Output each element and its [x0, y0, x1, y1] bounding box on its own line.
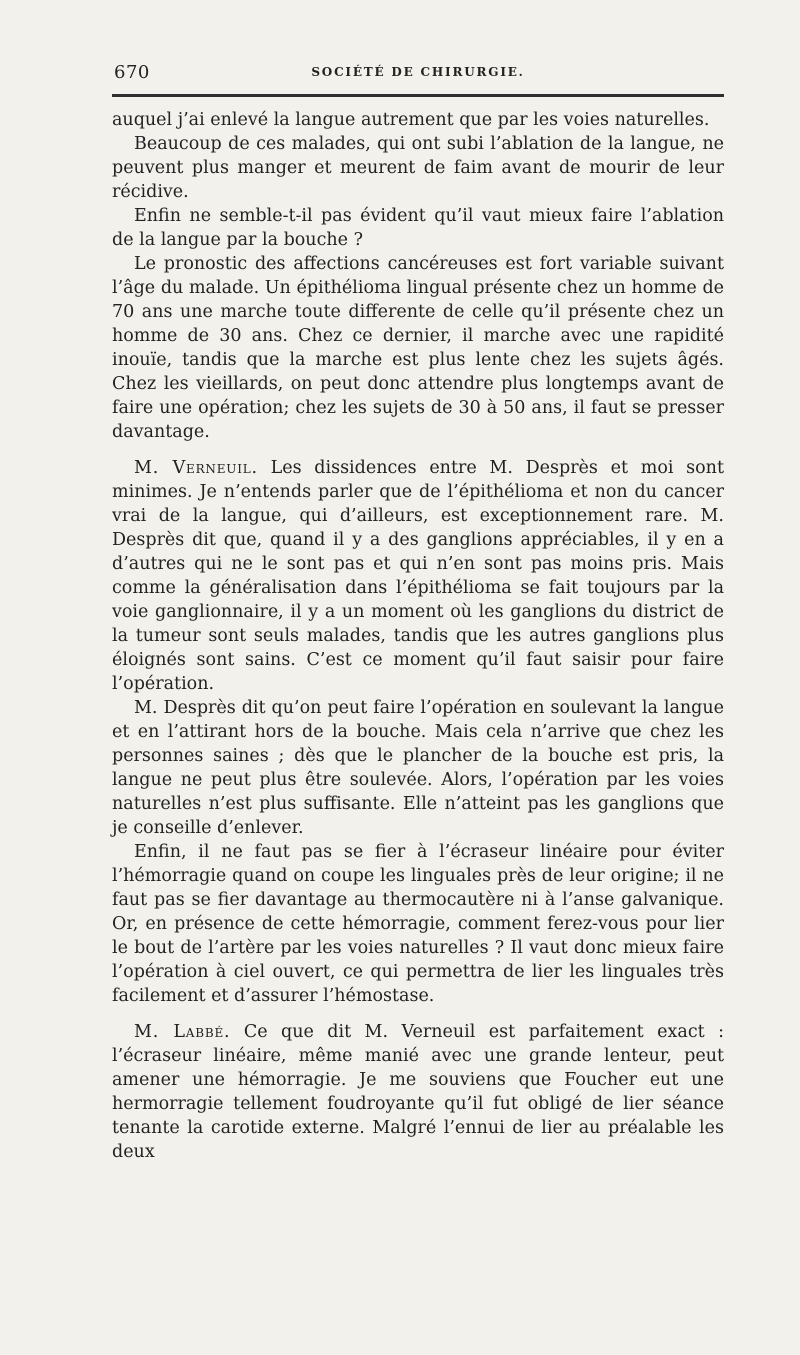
paragraph-text: Enfin ne semble-t-il pas évident qu’il vaut mieux faire l’ablation de la langue par la bouche ?	[112, 206, 724, 250]
paragraph	[112, 696, 724, 840]
paragraph	[112, 840, 724, 1008]
speaker-name: M. Verneuil.	[134, 458, 258, 478]
speaker-name: M. Labbé.	[134, 1022, 231, 1042]
body-text	[112, 108, 724, 1164]
paragraph-text: Enfin, il ne faut pas se fier à l’écraseur linéaire pour éviter l’hémorragie quand on coupe les linguales près de leur origine; il ne faut pas se fier davantage au thermocautère ni à l’anse galvanique. Or, en présence de cette hémorragie, comment ferez-vous pour lier le bout de l’artère par les voies naturelles ? Il vaut donc mieux faire l’opération à ciel ouvert, ce qui permettra de lier les linguales très facilement et d’assurer l’hémostase.	[112, 842, 724, 1006]
page-header	[112, 58, 724, 86]
paragraph	[112, 108, 724, 132]
paragraph-text: Le pronostic des affections cancéreuses est fort variable suivant l’âge du malade. Un épithélioma lingual présente chez un homme de 70 ans une marche toute differente de celle qu’il présente chez un homme de 30 ans. Chez ce dernier, il marche avec une rapidité inouïe, tandis que la marche est plus lente chez les sujets âgés. Chez les vieillards, on peut donc attendre plus longtemps avant de faire une opération; chez les sujets de 30 à 50 ans, il faut se presser davantage.	[112, 254, 724, 442]
paragraph	[112, 132, 724, 204]
paragraph-text: Ce que dit M. Verneuil est parfaitement exact : l’écraseur linéaire, même manié avec une grande lenteur, peut amener une hémorragie. Je me souviens que Foucher eut une hermorragie tellement foudroyante qu’il fut obligé de lier séance tenante la carotide externe. Malgré l’ennui de lier au préalable les deux	[112, 1022, 724, 1162]
paragraph-text: auquel j’ai enlevé la langue autrement que par les voies naturelles.	[112, 110, 710, 130]
paragraph	[112, 252, 724, 444]
header-rule	[112, 94, 724, 97]
paragraph	[112, 456, 724, 696]
paragraph-text: Les dissidences entre M. Desprès et moi sont minimes. Je n’entends parler que de l’épithélioma et non du cancer vrai de la langue, qui d’ailleurs, est exceptionnement rare. M. Desprès dit que, quand il y a des ganglions appréciables, il y en a d’autres qui ne le sont pas et qui n’en sont pas moins pris. Mais comme la généralisation dans l’épithélioma se fait toujours par la voie ganglionnaire, il y a un moment où les ganglions du district de la tumeur sont seuls malades, tandis que les autres ganglions plus éloignés sont sains. C’est ce moment qu’il faut saisir pour faire l’opération.	[112, 458, 724, 694]
paragraph	[112, 1020, 724, 1164]
paragraph-text: M. Desprès dit qu’on peut faire l’opération en soulevant la langue et en l’attirant hors de la bouche. Mais cela n’arrive que chez les personnes saines ; dès que le plancher de la bouche est pris, la langue ne peut plus être soulevée. Alors, l’opération par les voies naturelles n’est plus suffisante. Elle n’atteint pas les ganglions que je conseille d’enlever.	[112, 698, 724, 838]
paragraph-text: Beaucoup de ces malades, qui ont subi l’ablation de la langue, ne peuvent plus manger et meurent de faim avant de mourir de leur récidive.	[112, 134, 724, 202]
running-head: SOCIÉTÉ DE CHIRURGIE.	[311, 65, 525, 79]
document-page	[112, 58, 724, 1164]
paragraph	[112, 204, 724, 252]
page-number: 670	[114, 62, 150, 83]
